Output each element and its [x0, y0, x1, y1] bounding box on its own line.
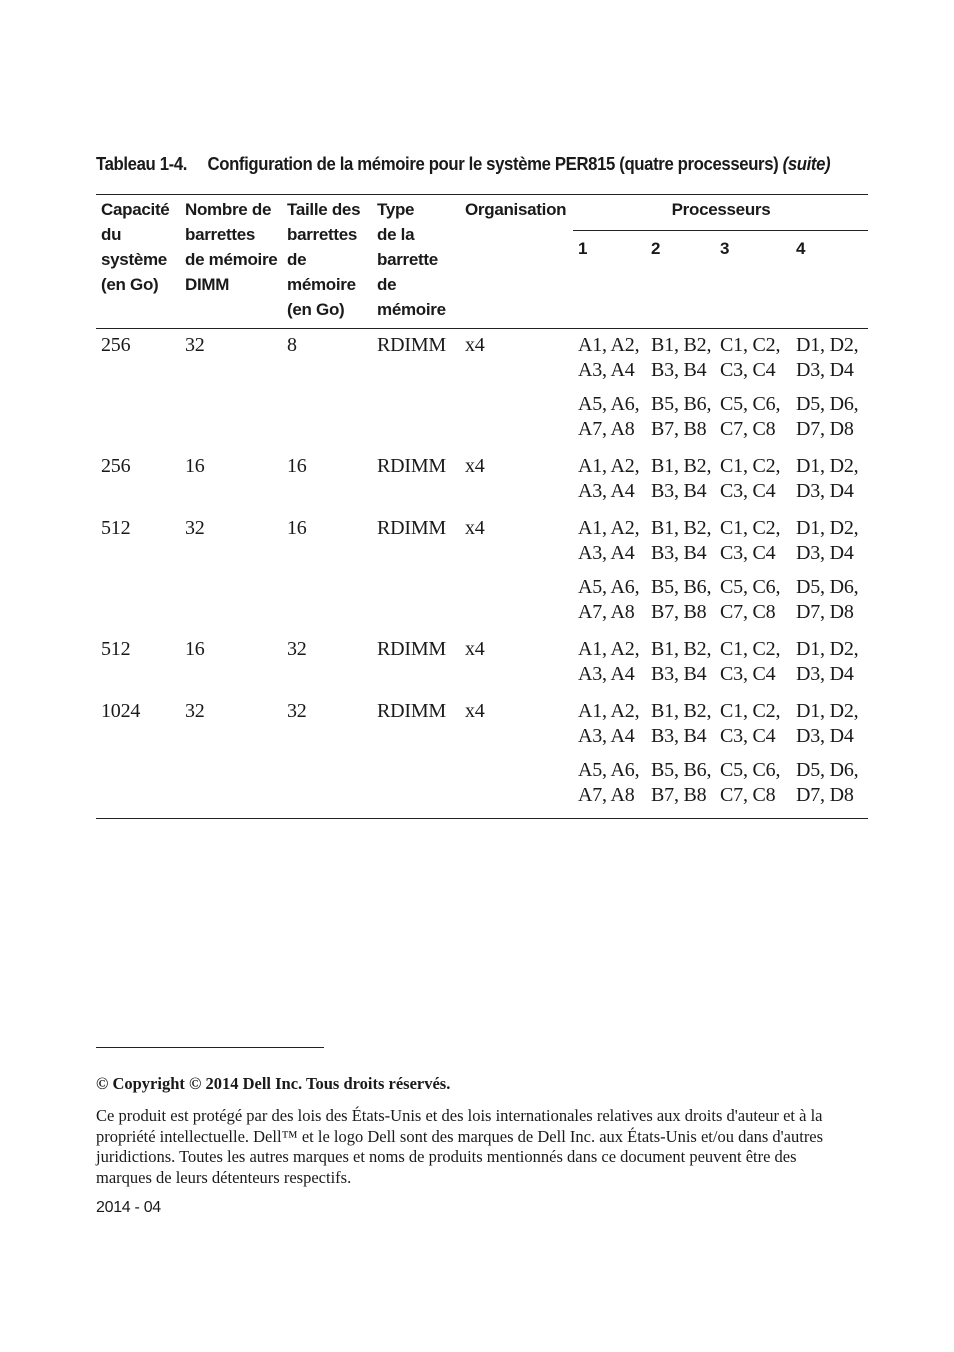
- cell-type: RDIMM: [377, 517, 447, 539]
- cell-processor-2-slots: [646, 512, 715, 566]
- caption-suite: (suite): [782, 154, 831, 174]
- slot-line: C7, C8: [720, 418, 776, 440]
- slot-line: B3, B4: [651, 359, 707, 381]
- cell-type: RDIMM: [377, 700, 447, 722]
- legal-text: Ce produit est protégé par des lois des États-Unis et des lois internationales relatives aux droits d'auteur et à la propriété intellectuelle. Dell™ et le logo Dell sont des marques de Dell Inc. aux États-Unis et/ou dans d'autres juridictions. Toutes les autres marques et noms de produits mentionnés dans ce document peuvent être des marques de leurs détenteurs respectifs.: [96, 1106, 824, 1187]
- cell-processor-1-slots: [573, 383, 646, 450]
- slot-line: C3, C4: [720, 542, 776, 564]
- cell-processor-3-slots: [715, 749, 791, 819]
- slot-line: B1, B2,: [651, 700, 712, 722]
- cell-processor-4-slots: [791, 633, 868, 695]
- cell-processor-2-slots: [646, 383, 715, 450]
- slot-line: C7, C8: [720, 601, 776, 623]
- slot-line: D1, D2,: [796, 700, 859, 722]
- cell-capacity: 256: [101, 455, 131, 477]
- cell-dimm-count: [180, 383, 282, 450]
- cell-capacity: [96, 383, 180, 450]
- cell-processor-3-slots: [715, 512, 791, 566]
- table-caption: [96, 154, 831, 175]
- slot-line: C1, C2,: [720, 700, 781, 722]
- cell-processor-4-slots: [791, 695, 868, 749]
- cell-capacity: [96, 749, 180, 819]
- slot-line: D5, D6,: [796, 759, 859, 781]
- slot-line: D3, D4: [796, 480, 854, 502]
- slot-line: B3, B4: [651, 542, 707, 564]
- cell-processor-4-slots: [791, 329, 868, 384]
- cell-processor-4-slots: [791, 566, 868, 633]
- cell-dimm-size: 16: [287, 517, 307, 539]
- cell-capacity: 512: [101, 517, 131, 539]
- slot-line: A5, A6,: [578, 393, 640, 415]
- slot-line: D3, D4: [796, 542, 854, 564]
- cell-dimm-count: 32: [185, 700, 205, 722]
- cell-dimm-count: [180, 566, 282, 633]
- cell-processor-2-slots: [646, 329, 715, 384]
- slot-line: B3, B4: [651, 725, 707, 747]
- slot-line: C7, C8: [720, 784, 776, 806]
- cell-processor-2-slots: [646, 450, 715, 512]
- cell-capacity: 512: [101, 638, 131, 660]
- cell-type: RDIMM: [377, 455, 447, 477]
- cell-processor-2-slots: [646, 633, 715, 695]
- header-dimm-count: Nombre de barrettes de mémoire DIMM: [180, 195, 282, 329]
- slot-line: D1, D2,: [796, 517, 859, 539]
- slot-line: A1, A2,: [578, 334, 640, 356]
- header-capacity: Capacité du système (en Go): [96, 195, 180, 329]
- slot-line: A5, A6,: [578, 576, 640, 598]
- slot-line: A3, A4: [578, 480, 635, 502]
- slot-line: D5, D6,: [796, 393, 859, 415]
- slot-line: D5, D6,: [796, 576, 859, 598]
- slot-line: C3, C4: [720, 359, 776, 381]
- slot-line: A3, A4: [578, 663, 635, 685]
- cell-dimm-count: 16: [185, 638, 205, 660]
- slot-line: C1, C2,: [720, 638, 781, 660]
- slot-line: B1, B2,: [651, 455, 712, 477]
- slot-line: B7, B8: [651, 784, 707, 806]
- table-row: [96, 512, 868, 566]
- cell-organisation: x4: [465, 700, 485, 722]
- cell-organisation: [460, 383, 573, 450]
- slot-line: B5, B6,: [651, 759, 712, 781]
- cell-dimm-size: 32: [287, 638, 307, 660]
- table-row: [96, 566, 868, 633]
- cell-processor-3-slots: [715, 695, 791, 749]
- slot-line: A1, A2,: [578, 517, 640, 539]
- cell-organisation: x4: [465, 334, 485, 356]
- cell-processor-4-slots: [791, 450, 868, 512]
- slot-line: B7, B8: [651, 601, 707, 623]
- slot-line: B3, B4: [651, 663, 707, 685]
- slot-line: A3, A4: [578, 359, 635, 381]
- cell-type: RDIMM: [377, 638, 447, 660]
- cell-processor-1-slots: [573, 695, 646, 749]
- slot-line: C3, C4: [720, 480, 776, 502]
- memory-config-table: [96, 194, 868, 819]
- cell-processor-1-slots: [573, 633, 646, 695]
- slot-line: A1, A2,: [578, 455, 640, 477]
- slot-line: A3, A4: [578, 542, 635, 564]
- cell-processor-3-slots: [715, 383, 791, 450]
- slot-line: B5, B6,: [651, 576, 712, 598]
- cell-processor-1-slots: [573, 329, 646, 384]
- cell-organisation: x4: [465, 638, 485, 660]
- cell-type: [372, 566, 460, 633]
- caption-label: Tableau 1-4.: [96, 154, 188, 174]
- cell-dimm-size: [282, 566, 372, 633]
- cell-processor-2-slots: [646, 695, 715, 749]
- cell-organisation: x4: [465, 517, 485, 539]
- legal-notice: [96, 1106, 856, 1188]
- slot-line: D7, D8: [796, 418, 854, 440]
- cell-processor-2-slots: [646, 749, 715, 819]
- table-row: [96, 383, 868, 450]
- slot-line: D7, D8: [796, 784, 854, 806]
- slot-line: C5, C6,: [720, 393, 781, 415]
- cell-dimm-count: 32: [185, 334, 205, 356]
- slot-line: B5, B6,: [651, 393, 712, 415]
- cell-organisation: [460, 566, 573, 633]
- slot-line: B1, B2,: [651, 334, 712, 356]
- cell-dimm-count: 32: [185, 517, 205, 539]
- header-processor-3: 3: [720, 239, 730, 258]
- slot-line: D1, D2,: [796, 455, 859, 477]
- publication-date: 2014 - 04: [96, 1199, 161, 1216]
- cell-dimm-count: [180, 749, 282, 819]
- cell-organisation: x4: [465, 455, 485, 477]
- cell-dimm-size: [282, 749, 372, 819]
- slot-line: A1, A2,: [578, 638, 640, 660]
- slot-line: C3, C4: [720, 663, 776, 685]
- cell-processor-3-slots: [715, 566, 791, 633]
- cell-processor-1-slots: [573, 749, 646, 819]
- cell-capacity: [96, 566, 180, 633]
- slot-line: A7, A8: [578, 601, 635, 623]
- slot-line: D1, D2,: [796, 334, 859, 356]
- cell-processor-2-slots: [646, 566, 715, 633]
- slot-line: B7, B8: [651, 418, 707, 440]
- slot-line: D3, D4: [796, 725, 854, 747]
- slot-line: B1, B2,: [651, 517, 712, 539]
- cell-type: [372, 749, 460, 819]
- cell-capacity: 1024: [101, 700, 141, 722]
- table-row: [96, 633, 868, 695]
- cell-dimm-size: 32: [287, 700, 307, 722]
- caption-title: Configuration de la mémoire pour le système PER815 (quatre processeurs): [207, 154, 779, 174]
- cell-processor-4-slots: [791, 512, 868, 566]
- cell-type: [372, 383, 460, 450]
- table-row: [96, 329, 868, 384]
- table-row: [96, 695, 868, 749]
- table-row: [96, 749, 868, 819]
- cell-dimm-size: [282, 383, 372, 450]
- slot-line: A5, A6,: [578, 759, 640, 781]
- cell-processor-1-slots: [573, 566, 646, 633]
- slot-line: B3, B4: [651, 480, 707, 502]
- slot-line: C1, C2,: [720, 455, 781, 477]
- slot-line: C5, C6,: [720, 576, 781, 598]
- table-body: [96, 329, 868, 819]
- slot-line: A1, A2,: [578, 700, 640, 722]
- cell-processor-3-slots: [715, 633, 791, 695]
- cell-processor-4-slots: [791, 383, 868, 450]
- slot-line: A7, A8: [578, 418, 635, 440]
- copyright-notice: © Copyright © 2014 Dell Inc. Tous droits réservés.: [96, 1074, 451, 1093]
- cell-processor-1-slots: [573, 450, 646, 512]
- slot-line: C3, C4: [720, 725, 776, 747]
- slot-line: D1, D2,: [796, 638, 859, 660]
- header-dimm-size: Taille des barrettes de mémoire (en Go): [282, 195, 372, 329]
- cell-processor-3-slots: [715, 329, 791, 384]
- footnote-divider: [96, 1047, 324, 1048]
- header-processor-1: 1: [578, 239, 588, 258]
- cell-dimm-size: 8: [287, 334, 297, 356]
- header-processors: Processeurs: [573, 195, 868, 231]
- slot-line: C5, C6,: [720, 759, 781, 781]
- cell-dimm-size: 16: [287, 455, 307, 477]
- table-row: [96, 450, 868, 512]
- slot-line: B1, B2,: [651, 638, 712, 660]
- cell-capacity: 256: [101, 334, 131, 356]
- slot-line: A7, A8: [578, 784, 635, 806]
- cell-dimm-count: 16: [185, 455, 205, 477]
- slot-line: C1, C2,: [720, 334, 781, 356]
- cell-processor-1-slots: [573, 512, 646, 566]
- slot-line: D3, D4: [796, 663, 854, 685]
- header-processor-2: 2: [651, 239, 661, 258]
- header-organisation: Organisation: [460, 195, 573, 329]
- header-type: Type de la barrette de mémoire: [372, 195, 460, 329]
- slot-line: C1, C2,: [720, 517, 781, 539]
- header-processor-4: 4: [796, 239, 806, 258]
- cell-organisation: [460, 749, 573, 819]
- cell-type: RDIMM: [377, 334, 447, 356]
- cell-processor-4-slots: [791, 749, 868, 819]
- slot-line: A3, A4: [578, 725, 635, 747]
- slot-line: D7, D8: [796, 601, 854, 623]
- slot-line: D3, D4: [796, 359, 854, 381]
- cell-processor-3-slots: [715, 450, 791, 512]
